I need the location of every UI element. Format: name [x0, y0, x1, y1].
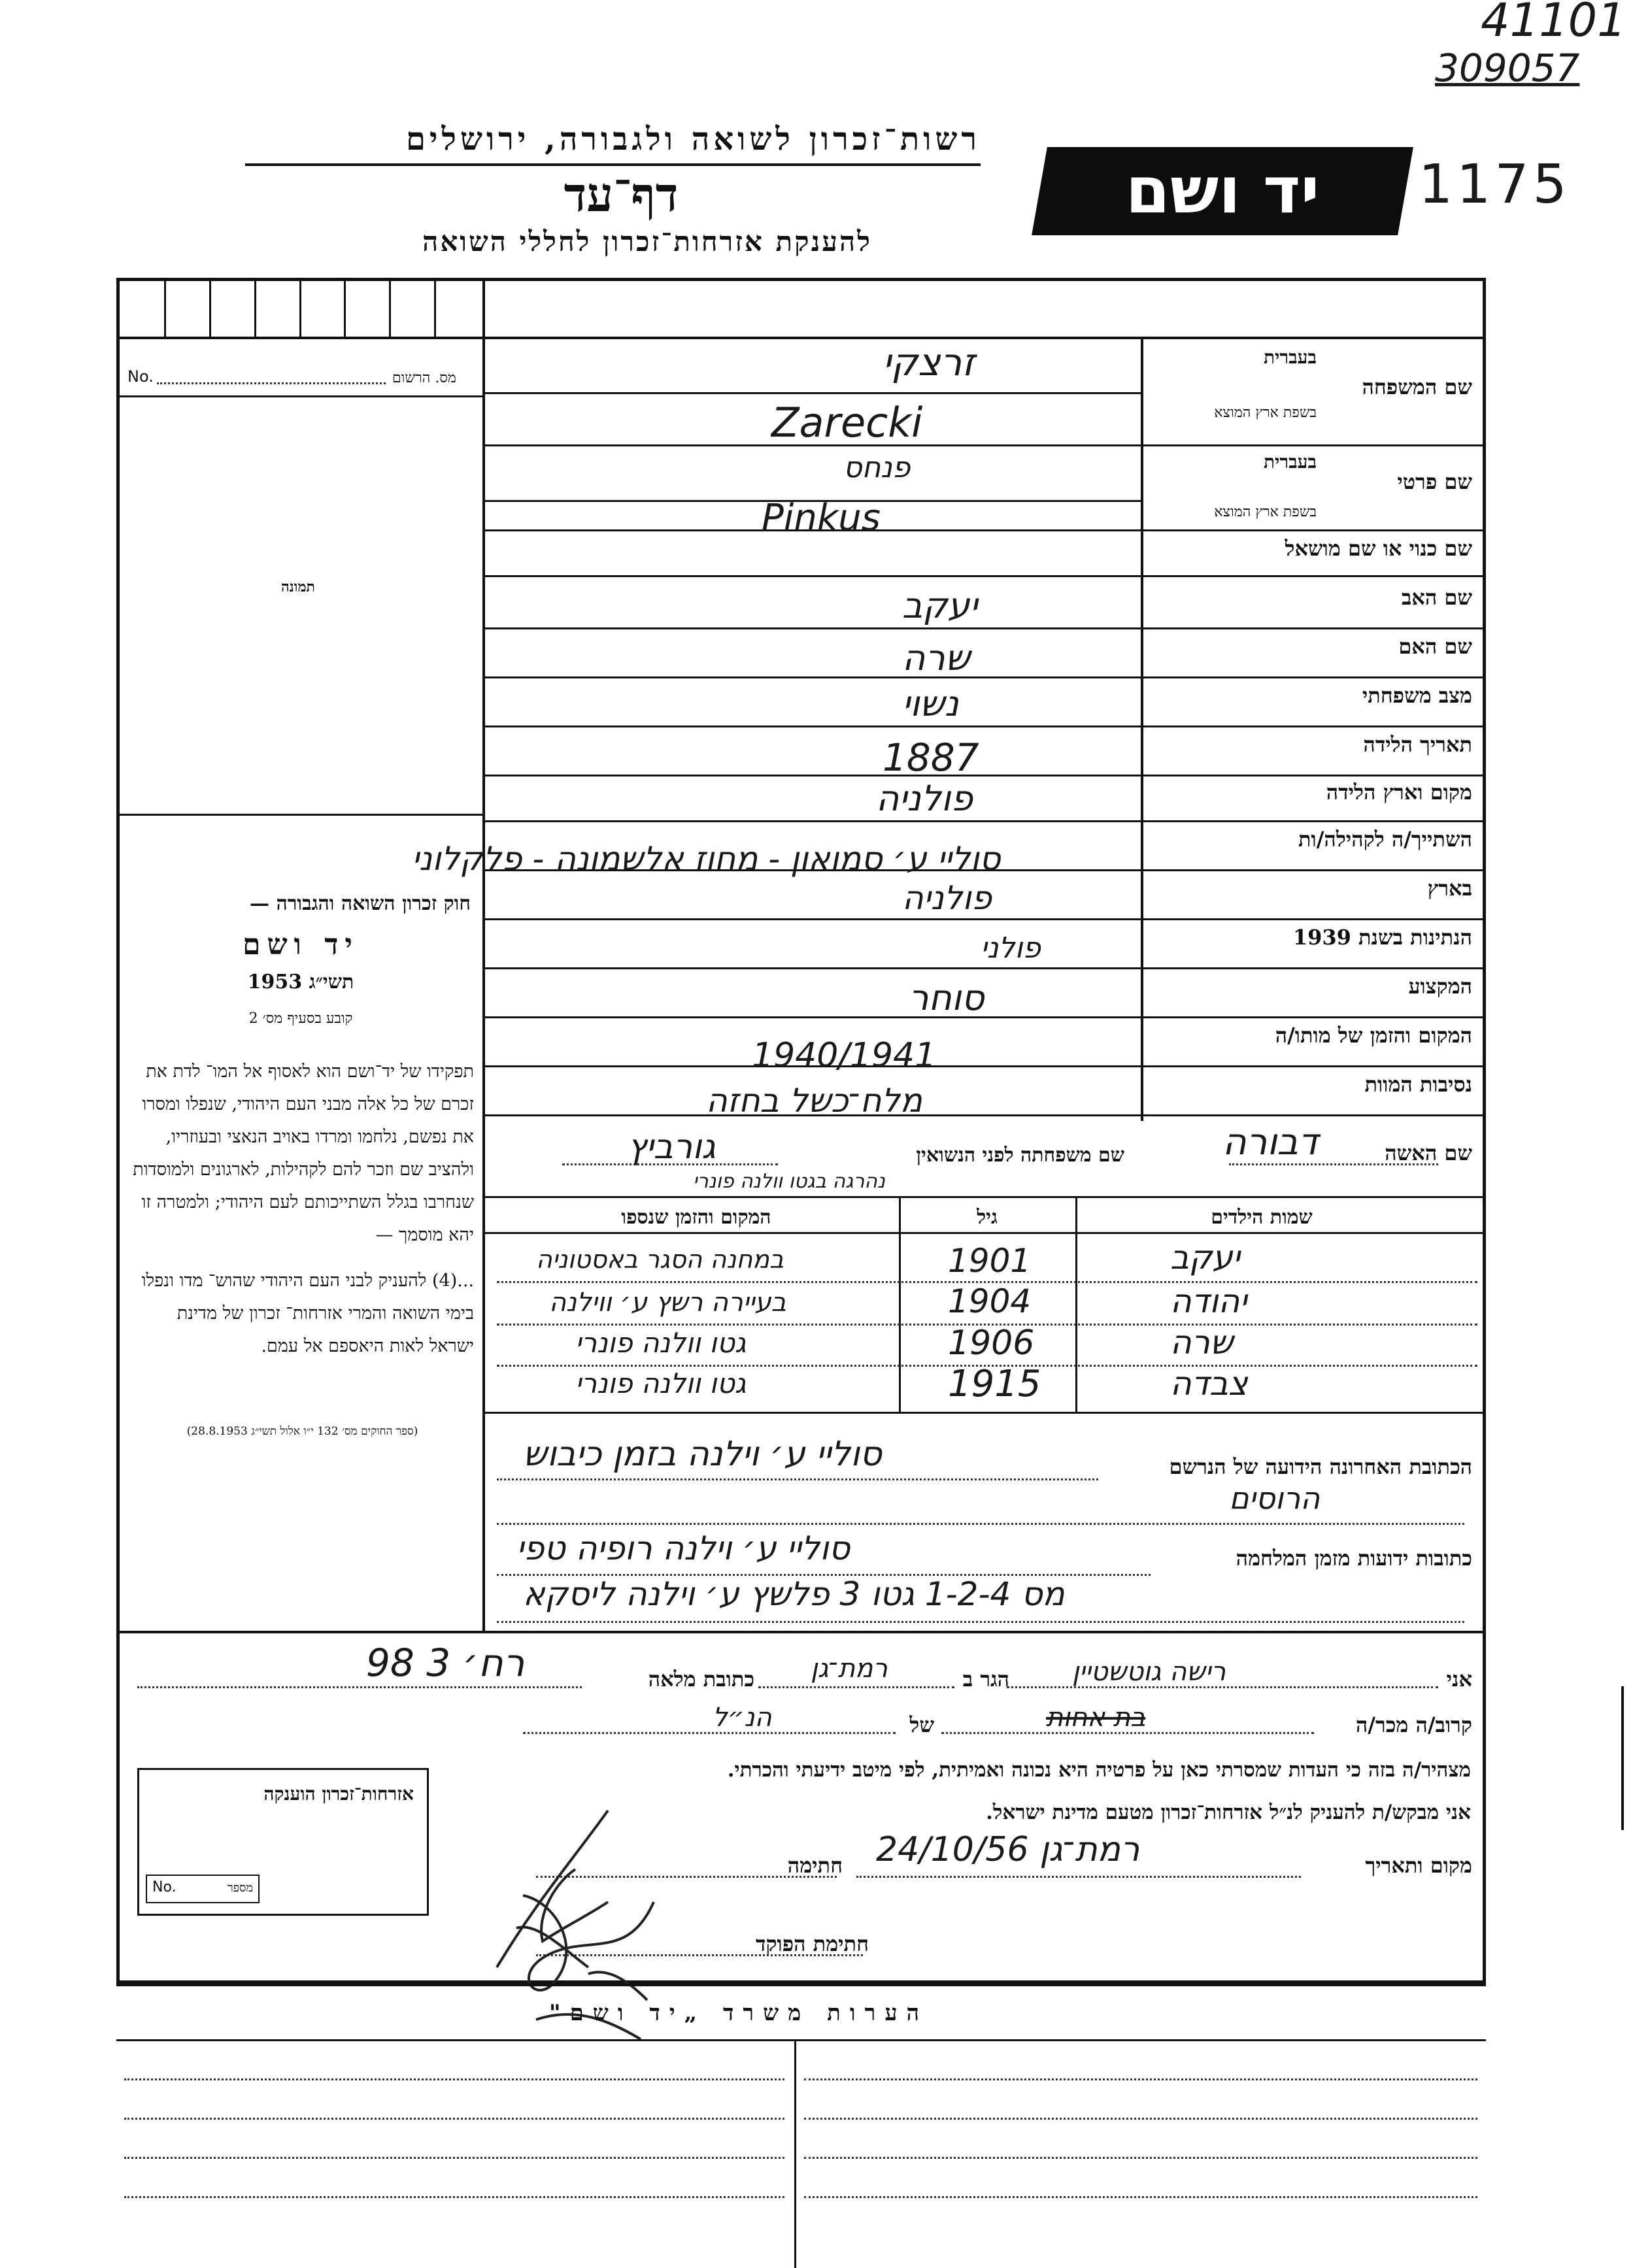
declaration-text: מצהיר/ה בזה כי העדות שמסרתי כאן על פרטיה היא נכונה ואמיתית, לפי מיטב ידיעתי והכרתי. [727, 1758, 1471, 1782]
child-name: שרה [1170, 1324, 1234, 1361]
child-name: יעקב [1170, 1239, 1240, 1276]
child-place: גטו וולנה פונרי [575, 1327, 747, 1359]
first-name-origin-value: Pinkus [762, 497, 881, 539]
first-name-lang-he: בעברית [1263, 451, 1317, 473]
wife-maiden-value: גורביץ [628, 1127, 716, 1167]
address-label: הכתובת האחרונה הידועה של הנרשם [1169, 1454, 1472, 1479]
authority-line: רשות־זכרון לשואה ולגבורה, ירושלים [405, 121, 981, 158]
officer-signature-label: חתימת הפוקד [756, 1931, 869, 1956]
child-place: בעיירה רשץ ע׳ ווילנה [549, 1288, 786, 1318]
war-address-value-2: מס 1-2-4 גטו 3 פלשץ ע׳ וילנה ליסקא [523, 1575, 1065, 1613]
wife-value: דבורה [1222, 1121, 1319, 1163]
child-name: צבדה [1170, 1365, 1248, 1403]
address-value-2: הרוסים [1229, 1480, 1321, 1516]
family-name-origin-value: Zarecki [771, 399, 923, 446]
birth-place-label: מקום וארץ הלידה [1326, 780, 1472, 805]
granted-stamp-box [137, 1768, 429, 1916]
mother-value: שרה [902, 637, 971, 678]
wife-label: שם האשה [1385, 1141, 1472, 1165]
law-title: חוק זכרון השואה והגבורה — [250, 892, 471, 915]
declarant-i-value: רישה גוטשטיין [1072, 1657, 1226, 1687]
granted-number-label: מספר [227, 1881, 253, 1895]
community-label: השתייך/ה לקהילה/ות [1298, 827, 1472, 852]
relation-label: קרוב/ה מכר/ה [1355, 1712, 1472, 1737]
full-address-value: רח׳ 3 98 [366, 1641, 525, 1685]
birth-date-value: 1887 [883, 735, 979, 780]
law-name: יד ושם [243, 928, 359, 961]
mother-label: שם האם [1398, 634, 1472, 659]
family-name-lang-origin: בשפת ארץ המוצא [1214, 405, 1317, 421]
law-body-2: ...(4) להעניק לבני העם היהודי שהוש־ מדו ונפלו בימי השואה והמרי אזרחות־ זכרון של מדינת ישראל לאות היאספם אל עמם. [141, 1271, 474, 1356]
profession-label: המקצוע [1408, 974, 1472, 999]
marital-label: מצב משפחתי [1362, 683, 1472, 708]
child-age: 1906 [948, 1324, 1035, 1363]
child-age: 1901 [948, 1242, 1032, 1280]
death-time-place-label: המקום והזמן של מותו/ה [1275, 1023, 1472, 1048]
country-value: פולניה [902, 879, 992, 917]
granted-no: No. [152, 1879, 177, 1895]
address-value: סוליי ע׳ וילנה בזמן כיבוש [523, 1435, 882, 1474]
first-name-lang-origin: בשפת ארץ המוצא [1214, 504, 1317, 520]
family-name-he-value: זרצקי [883, 340, 975, 384]
children-age-header: גיל [977, 1206, 998, 1229]
death-time-place-value: 1940/1941 [752, 1036, 937, 1075]
community-value: סוליי ע׳ סמואון - מחוז אלשמונה - פלקלוני [412, 840, 1001, 878]
nickname-label: שם כנוי או שם מושאל [1285, 536, 1472, 561]
place-date-value: רמת־גן 24/10/56 [876, 1830, 1140, 1869]
first-name-label: שם פרטי [1397, 469, 1472, 494]
profession-value: סוחר [909, 977, 985, 1018]
father-label: שם האב [1401, 585, 1472, 610]
relation-value: בת אחות [1046, 1703, 1146, 1733]
war-address-label: כתובות ידועות מזמן המלחמה [1236, 1546, 1472, 1571]
sheet-number: 1175 [1419, 154, 1571, 216]
marital-value: נשוי [902, 683, 959, 724]
child-age: 1915 [948, 1363, 1041, 1405]
yad-vashem-logo [1032, 147, 1413, 235]
war-address-value: סוליי ע׳ וילנה רופיה טפי [516, 1529, 850, 1567]
child-place: במחנה הסגר באסטוניה [536, 1245, 784, 1274]
remarks-title: הערות משרד „יד ושם" [548, 2000, 929, 2026]
law-body: תפקידו של יד־ושם הוא לאסוף אל המו־ לדת את זכרם של כל אלה מבני העם היהודי, שנפלו ומסרו את נפשם, נלחמו ומרדו באויב הנאצי ובעוזריו, ולהציב שם וזכר להם לקהילות, לארגונים ולמוסדות שנחרבו בגלל השתייכותם לעם היהודי; ולמטרה זו יהא מוסמך — [133, 1061, 474, 1245]
page-subtitle: להענקת אזרחות־זכרון לחללי השואה [422, 225, 872, 258]
children-place-header: המקום והזמן שנספו [621, 1206, 771, 1229]
first-name-he-value: פנחס [843, 451, 911, 484]
citizenship-label: הנתינות בשנת 1939 [1292, 925, 1472, 950]
wife-maiden-label: שם משפחתה לפני הנשואין [916, 1144, 1124, 1167]
corner-sub-number: 309057 [1435, 46, 1580, 90]
resides-label: הגר ב [962, 1667, 1009, 1692]
of-label: של [909, 1712, 934, 1737]
father-value: יעקב [902, 585, 978, 626]
resides-value: רמת־גן [811, 1654, 888, 1684]
law-clause: קובע בסעיף מס׳ 2 [248, 1010, 353, 1027]
full-address-label: כתובת מלאה [648, 1667, 754, 1692]
reg-no: No. [127, 367, 154, 386]
declarant-i-label: אני [1446, 1667, 1472, 1692]
citizenship-value: פולני [981, 931, 1041, 965]
granted-title: אזרחות־זכרון הוענקה [263, 1783, 414, 1805]
law-year: תשי״ג 1953 [247, 971, 354, 993]
page-title: דף־עד [564, 167, 679, 222]
photo-label: תמונה [281, 578, 315, 595]
corner-top-number: 41101 [1481, 0, 1626, 47]
request-text: אני מבקש/ת להעניק לנ״ל אזרחות־זכרון מטעם מדינת ישראל. [986, 1801, 1471, 1824]
birth-date-label: תאריך הלידה [1363, 732, 1472, 757]
wife-note: נהרגה בגטו וולנה פונרי [693, 1170, 886, 1193]
family-name-lang-he: בעברית [1263, 346, 1317, 368]
death-circumstances-label: נסיבות המוות [1364, 1072, 1472, 1097]
children-name-header: שמות הילדים [1211, 1206, 1313, 1229]
logo-text: יד ושם [1125, 154, 1320, 228]
child-place: גטו וולנה פונרי [575, 1367, 747, 1399]
signature-label: חתימה [787, 1853, 843, 1878]
code-boxes [121, 281, 480, 337]
child-name: יהודה [1170, 1282, 1247, 1320]
law-reference: (ספר החוקים מס׳ 132 י״ו אלול תשי״ג 28.8.1953) [186, 1425, 418, 1438]
place-date-label: מקום ותאריך [1365, 1853, 1472, 1878]
country-label: בארץ [1427, 876, 1472, 901]
of-value: הנ״ל [713, 1703, 772, 1733]
child-age: 1904 [948, 1282, 1032, 1320]
family-name-label: שם המשפחה [1362, 375, 1472, 399]
reg-number-label: מס. הרשום [392, 370, 456, 386]
birth-place-value: פולניה [876, 778, 973, 819]
death-circumstances-value: מלח־כשל בחזה [706, 1082, 922, 1120]
